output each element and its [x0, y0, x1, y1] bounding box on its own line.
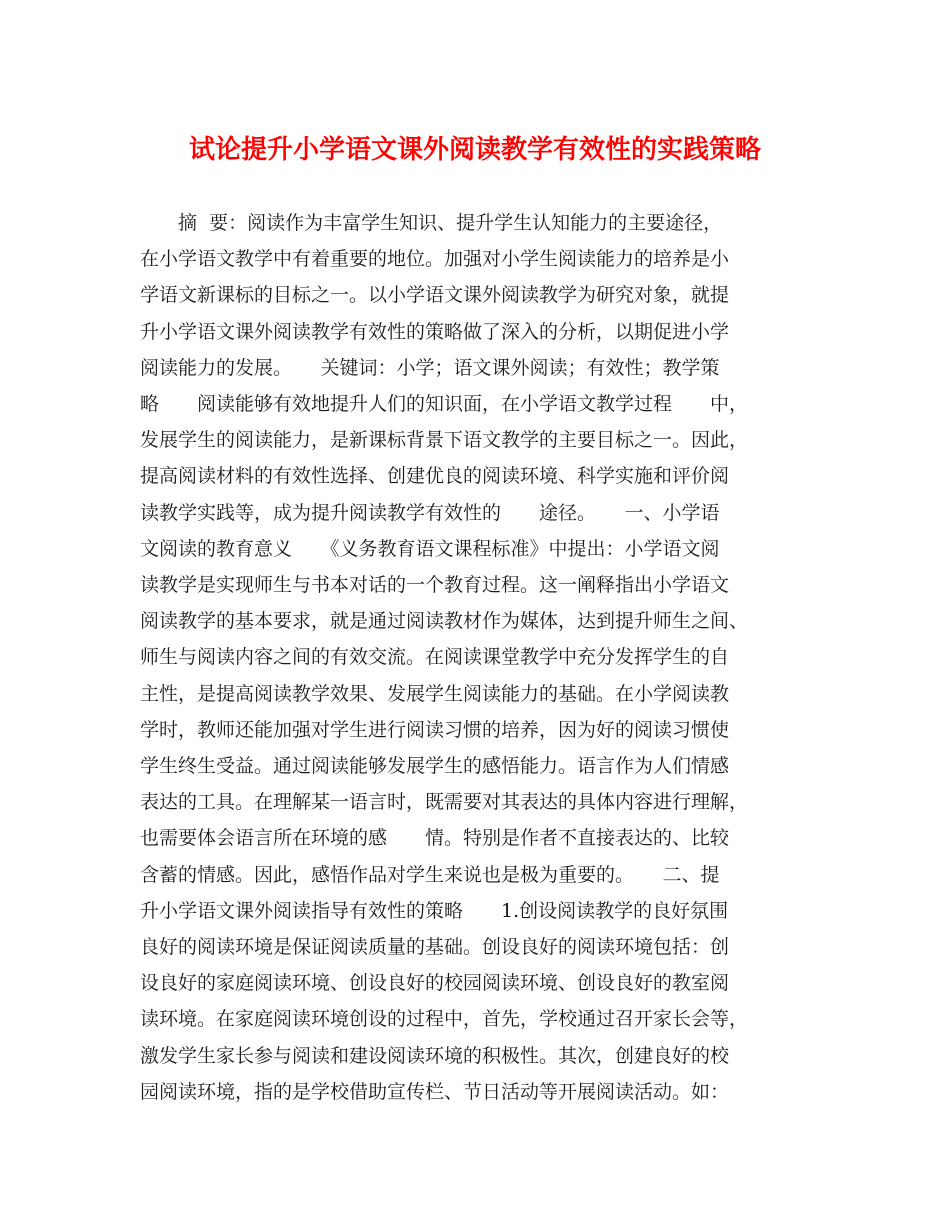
body-line: 良好的阅读环境是保证阅读质量的基础。创设良好的阅读环境包括：创: [140, 936, 730, 958]
body-line: 升小学语文课外阅读指导有效性的策略 1.创设阅读教学的良好氛围: [140, 899, 729, 922]
body-line: 略 阅读能够有效地提升人们的知识面，在小学语文教学过程 中，: [140, 393, 749, 415]
body-line: 园阅读环境，指的是学校借助宣传栏、节日活动等开展阅读活动。如：: [140, 1080, 730, 1103]
body-line: 激发学生家长参与阅读和建设阅读环境的积极性。其次，创建良好的校: [140, 1044, 730, 1067]
body-line: 摘 要：阅读作为丰富学生知识、提升学生认知能力的主要途径，: [140, 212, 723, 234]
body-line: 升小学语文课外阅读教学有效性的策略做了深入的分析，以期促进小学: [140, 320, 730, 343]
body-line: 主性，是提高阅读教学效果、发展学生阅读能力的基础。在小学阅读教: [140, 682, 730, 705]
body-line: 学生终生受益。通过阅读能够发展学生的感悟能力。语言作为人们情感: [140, 755, 730, 777]
body-line: 也需要体会语言所在环境的感 情。特别是作者不直接表达的、比较: [140, 827, 730, 850]
body-line: 设良好的家庭阅读环境、创设良好的校园阅读环境、创设良好的教室阅: [140, 972, 730, 995]
body-line: 发展学生的阅读能力，是新课标背景下语文教学的主要目标之一。因此，: [140, 429, 749, 452]
body-line: 读教学是实现师生与书本对话的一个教育过程。这一阐释指出小学语文: [140, 574, 730, 596]
body-line: 表达的工具。在理解某一语言时，既需要对其表达的具体内容进行理解，: [140, 791, 749, 814]
body-line: 阅读能力的发展。 关键词：小学；语文课外阅读；有效性；教学策: [140, 356, 720, 379]
body-line: 含蓄的情感。因此，感悟作品对学生来说也是极为重要的。 二、提: [140, 863, 720, 886]
body-line: 阅读教学的基本要求，就是通过阅读教材作为媒体，达到提升师生之间、: [140, 610, 749, 633]
body-line: 在小学语文教学中有着重要的地位。加强对小学生阅读能力的培养是小: [140, 248, 730, 271]
body-line: 读环境。在家庭阅读环境创设的过程中，首先，学校通过召开家长会等，: [140, 1008, 749, 1031]
body-line: 文阅读的教育意义 《义务教育语文课程标准》中提出：小学语文阅: [140, 537, 720, 560]
body-line: 读教学实践等，成为提升阅读教学有效性的 途径。 一、小学语: [140, 501, 720, 524]
document-title: 试论提升小学语文课外阅读教学有效性的实践策略: [188, 135, 761, 165]
body-line: 学语文新课标的目标之一。以小学语文课外阅读教学为研究对象，就提: [140, 284, 730, 307]
body-line: 师生与阅读内容之间的有效交流。在阅读课堂教学中充分发挥学生的自: [140, 646, 730, 669]
body-line: 提高阅读材料的有效性选择、创建优良的阅读环境、科学实施和评价阅: [140, 465, 730, 488]
body-line: 学时，教师还能加强对学生进行阅读习惯的培养，因为好的阅读习惯使: [140, 718, 730, 741]
